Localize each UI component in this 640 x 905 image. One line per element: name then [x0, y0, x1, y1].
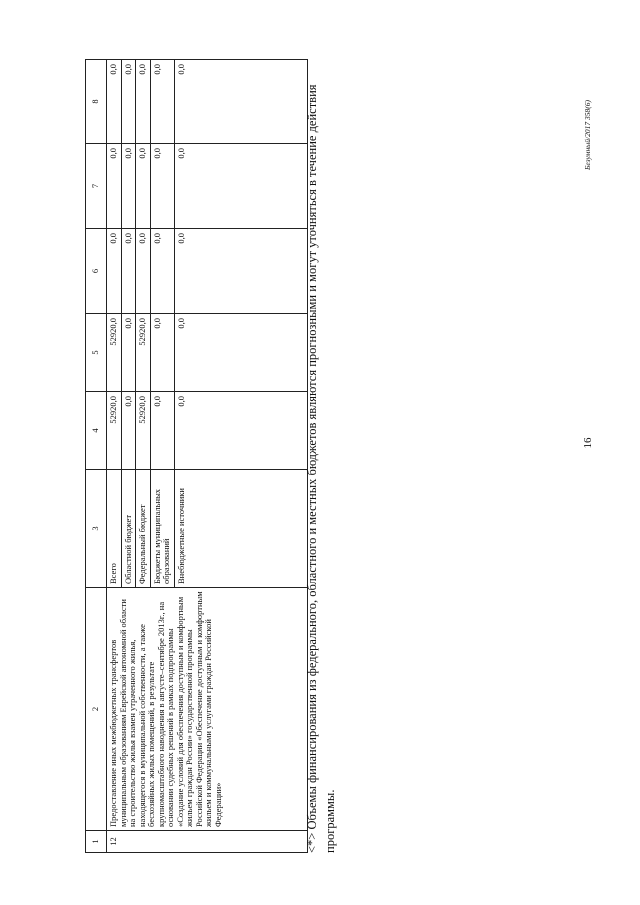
table-cell: 0,0: [150, 229, 174, 314]
table-cell: 0,0: [121, 229, 136, 314]
funding-source: Всего: [107, 470, 122, 588]
table-cell: 0,0: [121, 60, 136, 144]
table-cell: 0,0: [174, 144, 307, 229]
table-cell: 0,0: [136, 60, 151, 144]
funding-source: Федеральный бюджет: [136, 470, 151, 588]
funding-source: Бюджеты муниципальных образований: [150, 470, 174, 588]
funding-source: Внебюджетные источники: [174, 470, 307, 588]
measure-description: Предоставление иных межбюджетных трансфертов муниципальным образованиям Еврейской автономной области на строительство жилья взамен утраченного жилья, находящегося в муниципальной собственности, а также бесхозяйных жилых помещений, в результате крупномасштабного наводнения в августе–сентябре 2013г., на основании судебных решений в рамках подпрограммы «Создание условий для обеспечения доступным и комфортным жильем граждан России» государственной программы Российской Федерации «Обеспечение доступным и комфортным жильем и коммунальными услугами граждан Российской Федерации»: [107, 588, 308, 831]
column-header: 7: [86, 144, 107, 229]
table-cell: 0,0: [136, 229, 151, 314]
column-header: 5: [86, 314, 107, 392]
table-cell: 0,0: [107, 144, 122, 229]
column-header: 2: [86, 588, 107, 831]
table-cell: 52920,0: [136, 392, 151, 470]
table-cell: 0,0: [174, 314, 307, 392]
footnote: <*> Объемы финансирования из федерального, областного и местных бюджетов являются прогнозными и могут уточняться в течение действия программы.: [305, 84, 338, 853]
table-cell: 0,0: [121, 392, 136, 470]
column-header: 8: [86, 60, 107, 144]
table-cell: 0,0: [150, 144, 174, 229]
table-cell: 0,0: [174, 392, 307, 470]
row-code: 12: [107, 831, 308, 853]
column-header: 1: [86, 831, 107, 853]
table-cell: 0,0: [150, 60, 174, 144]
table-cell: 0,0: [107, 229, 122, 314]
column-header: 3: [86, 470, 107, 588]
table-cell: 0,0: [107, 60, 122, 144]
table-cell: 0,0: [174, 60, 307, 144]
page-number: 16: [582, 437, 594, 449]
table-cell: 0,0: [121, 144, 136, 229]
table-cell: 0,0: [136, 144, 151, 229]
table-cell: 0,0: [150, 314, 174, 392]
column-header: 4: [86, 392, 107, 470]
table-cell: 0,0: [174, 229, 307, 314]
column-header: 6: [86, 229, 107, 314]
table-cell: 0,0: [150, 392, 174, 470]
funding-source: Областной бюджет: [121, 470, 136, 588]
table-cell: 0,0: [121, 314, 136, 392]
document-stamp: Безумный/2017 358(6): [583, 100, 592, 170]
funding-table: [85, 59, 308, 853]
table-header-row: [86, 60, 107, 853]
table-cell: 52920,0: [107, 314, 122, 392]
table-cell: 52920,0: [136, 314, 151, 392]
table-row: [107, 60, 122, 853]
table-cell: 52920,0: [107, 392, 122, 470]
